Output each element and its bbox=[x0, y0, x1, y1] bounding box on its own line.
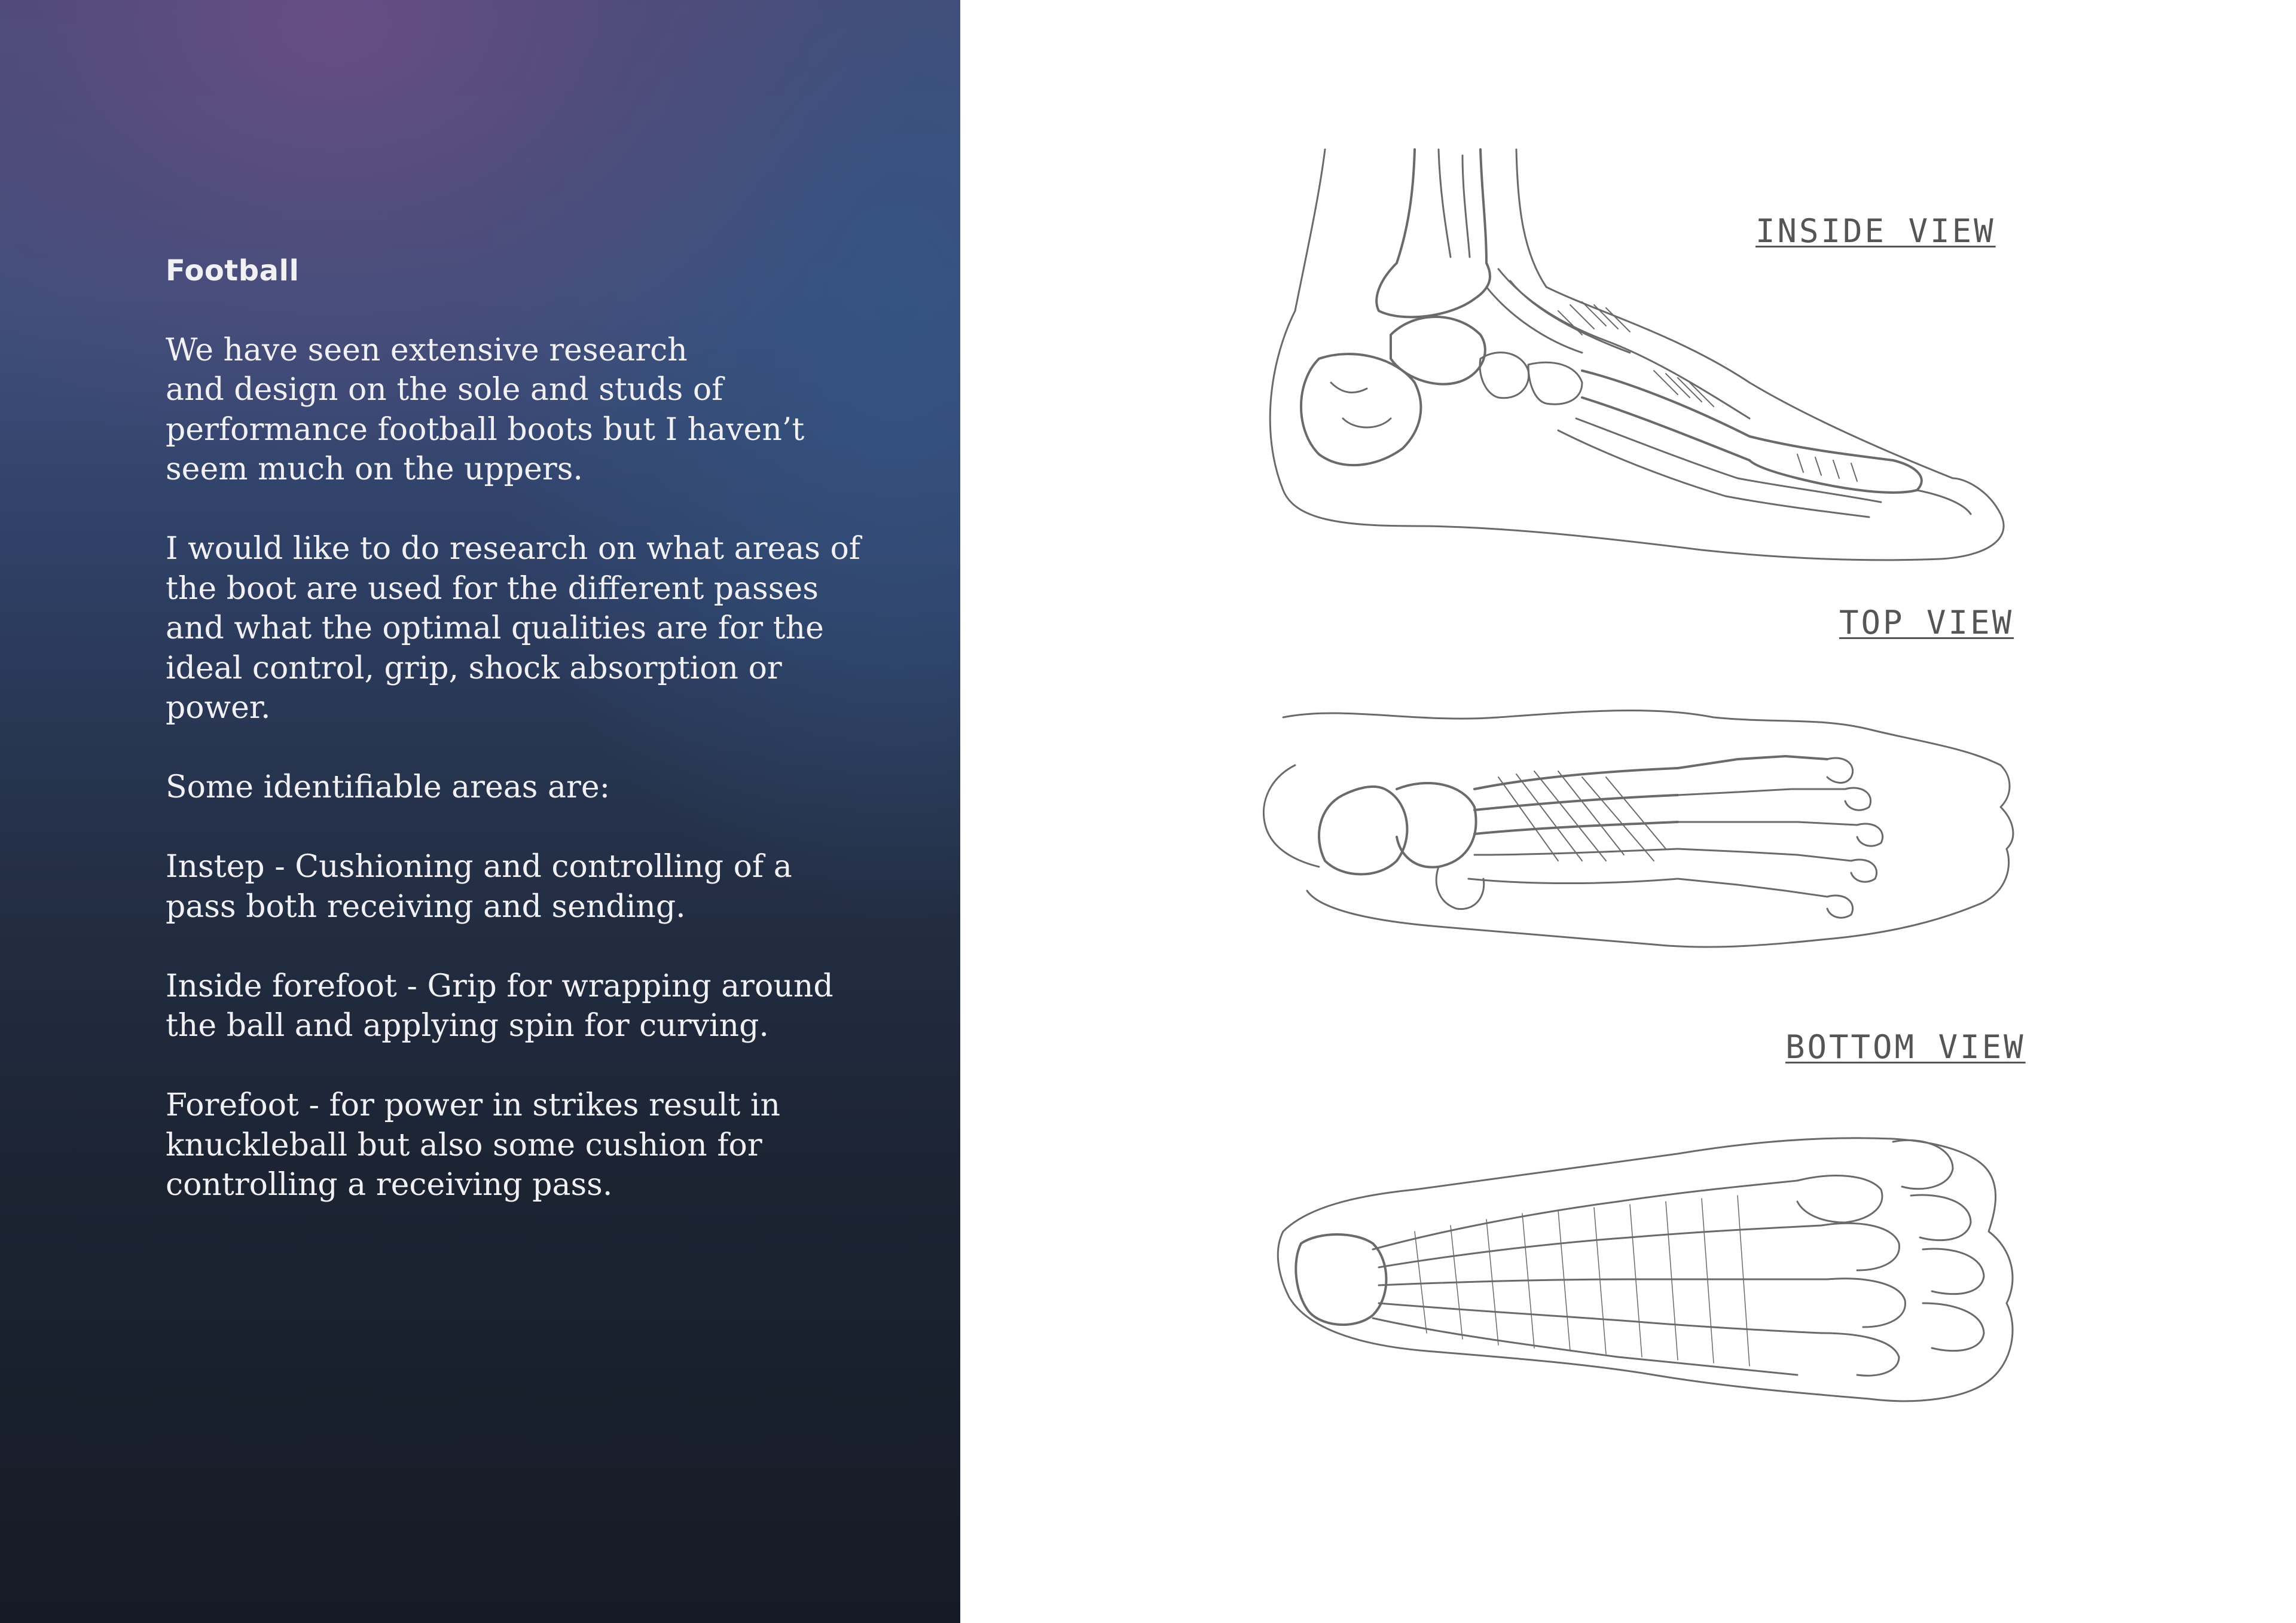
instep-paragraph bbox=[166, 847, 883, 927]
forefoot-line: controlling a receiving pass. bbox=[166, 1167, 613, 1203]
instep-line: pass both receiving and sending. bbox=[166, 888, 686, 925]
forefoot-line: knuckleball but also some cushion for bbox=[166, 1127, 762, 1163]
inside-forefoot-paragraph bbox=[166, 967, 883, 1046]
intro-line: We have seen extensive research bbox=[166, 332, 688, 368]
forefoot-line: Forefoot - for power in strikes result in bbox=[166, 1087, 780, 1123]
top-view-label: TOP VIEW bbox=[1839, 604, 2014, 641]
areas-intro-line: Some identifiable areas are: bbox=[166, 769, 610, 805]
research-line: the boot are used for the different passes bbox=[166, 570, 819, 607]
bottom-view-sketch bbox=[1278, 1138, 2013, 1401]
instep-line: Instep - Cushioning and controlling of a bbox=[166, 849, 792, 885]
bottom-view-label: BOTTOM VIEW bbox=[1785, 1028, 2026, 1066]
top-view-sketch bbox=[1263, 710, 2013, 947]
foot-anatomy-sketches bbox=[960, 0, 2296, 1623]
inside-view-sketch bbox=[1270, 149, 2004, 560]
forefoot-paragraph bbox=[166, 1086, 883, 1205]
areas-intro-paragraph bbox=[166, 768, 883, 808]
page-heading: Football bbox=[166, 254, 300, 288]
research-paragraph bbox=[166, 529, 883, 728]
research-line: ideal control, grip, shock absorption or bbox=[166, 650, 782, 686]
research-line: and what the optimal qualities are for the bbox=[166, 610, 824, 646]
research-line: power. bbox=[166, 690, 271, 726]
intro-line: seem much on the uppers. bbox=[166, 451, 583, 487]
intro-paragraph bbox=[166, 331, 883, 490]
text-panel bbox=[0, 0, 960, 1623]
intro-line: performance football boots but I haven’t bbox=[166, 411, 805, 448]
research-line: I would like to do research on what areas of bbox=[166, 531, 861, 567]
body-text bbox=[166, 251, 883, 1245]
intro-line: and design on the sole and studs of bbox=[166, 372, 723, 408]
inside-forefoot-line: the ball and applying spin for curving. bbox=[166, 1008, 769, 1044]
inside-forefoot-line: Inside forefoot - Grip for wrapping around bbox=[166, 968, 833, 1004]
inside-view-label: INSIDE VIEW bbox=[1755, 212, 1996, 250]
sketch-panel bbox=[960, 0, 2296, 1623]
